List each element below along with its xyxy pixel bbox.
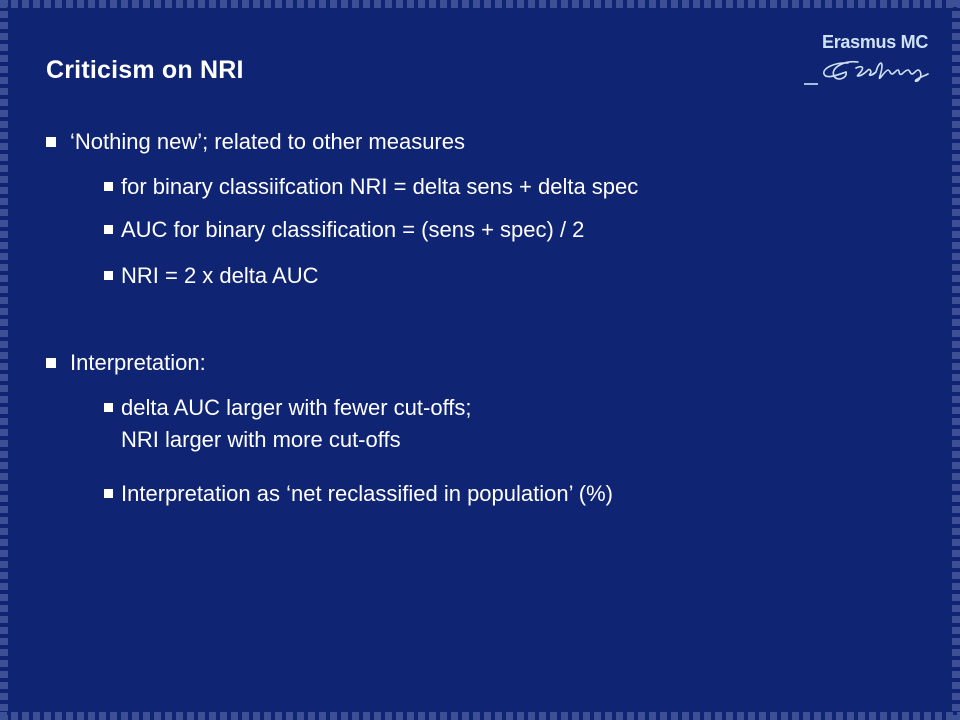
bullet-item xyxy=(46,347,206,379)
right-dot-border xyxy=(952,0,960,720)
sub-bullet-text: for binary classiifcation NRI = delta sens + delta spec xyxy=(121,174,639,199)
top-dot-border xyxy=(0,0,960,8)
bullet-marker xyxy=(104,182,113,191)
sub-bullet-item xyxy=(104,171,638,203)
bullet-text: Interpretation: xyxy=(70,350,206,375)
bullet-marker xyxy=(104,225,113,234)
left-dot-border xyxy=(0,0,8,720)
bullet-marker xyxy=(46,358,56,368)
bottom-dot-border xyxy=(0,712,960,720)
bullet-text: ‘Nothing new’; related to other measures xyxy=(70,129,465,154)
sub-bullet-text xyxy=(121,392,472,456)
erasmus-signature-icon xyxy=(800,54,940,90)
bullet-marker xyxy=(46,137,56,147)
sub-bullet-line: NRI larger with more cut-offs xyxy=(121,427,401,452)
bullet-item xyxy=(46,126,465,158)
bullet-marker xyxy=(104,271,113,280)
sub-bullet-text: AUC for binary classification = (sens + spec) / 2 xyxy=(121,217,585,242)
bullet-marker xyxy=(104,403,113,412)
logo-wordmark: Erasmus MC xyxy=(822,32,929,52)
sub-bullet-text: NRI = 2 x delta AUC xyxy=(121,263,319,288)
erasmus-mc-logo xyxy=(800,30,940,92)
bullet-marker xyxy=(104,489,113,498)
sub-bullet-text: Interpretation as ‘net reclassified in population’ (%) xyxy=(121,481,614,506)
sub-bullet-item xyxy=(104,392,472,456)
sub-bullet-item xyxy=(104,214,584,246)
sub-bullet-item xyxy=(104,260,318,292)
sub-bullet-item xyxy=(104,478,613,510)
sub-bullet-line: delta AUC larger with fewer cut-offs; xyxy=(121,395,472,420)
slide-title: Criticism on NRI xyxy=(46,56,244,84)
